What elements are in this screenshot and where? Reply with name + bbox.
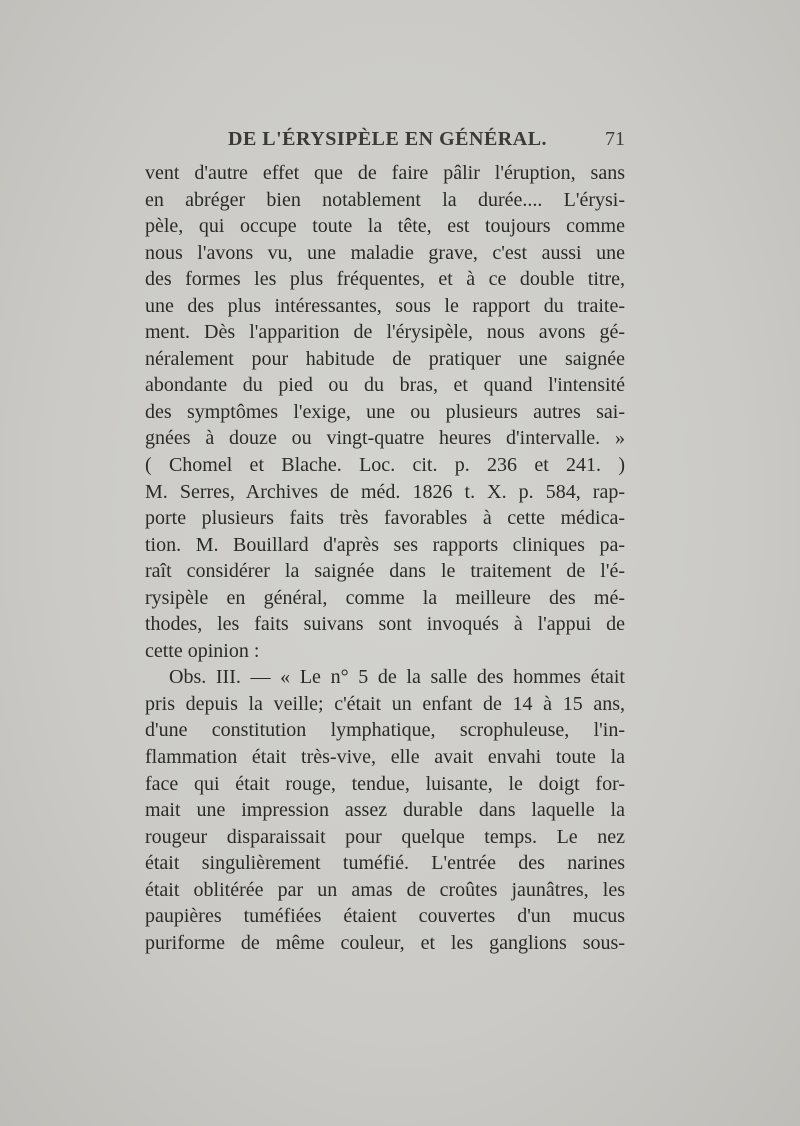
text-line: une des plus intéressantes, sous le rapport du traite- xyxy=(145,294,625,317)
text-line: ment. Dès l'apparition de l'érysipèle, nous avons gé- xyxy=(145,321,625,344)
text-line: en abréger bien notablement la durée.... L'érysi- xyxy=(145,188,625,211)
text-line: des symptômes l'exige, une ou plusieurs autres sai- xyxy=(145,400,625,423)
text-line: puriforme de même couleur, et les ganglions sous- xyxy=(145,931,625,954)
text-line: était singulièrement tuméfié. L'entrée des narines xyxy=(145,852,625,875)
text-line: était oblitérée par un amas de croûtes jaunâtres, les xyxy=(145,878,625,901)
running-title: DE L'ÉRYSIPÈLE EN GÉNÉRAL. xyxy=(228,128,548,150)
text-line: thodes, les faits suivans sont invoqués à l'appui de xyxy=(145,613,625,636)
text-line: paupières tuméfiées étaient couvertes d'un mucus xyxy=(145,905,625,928)
text-line: des formes les plus fréquentes, et à ce double titre, xyxy=(145,268,625,291)
text-line: flammation était très-vive, elle avait envahi toute la xyxy=(145,746,625,769)
text-line: tion. M. Bouillard d'après ses rapports cliniques pa- xyxy=(145,533,625,556)
body-text xyxy=(145,160,625,956)
text-line: pris depuis la veille; c'était un enfant de 14 à 15 ans, xyxy=(145,692,625,715)
text-line: nous l'avons vu, une maladie grave, c'est aussi une xyxy=(145,241,625,264)
text-line: vent d'autre effet que de faire pâlir l'éruption, sans xyxy=(145,162,625,184)
text-line: abondante du pied ou du bras, et quand l'intensité xyxy=(145,374,625,397)
text-line: rougeur disparaissait pour quelque temps. Le nez xyxy=(145,825,625,848)
page-number: 71 xyxy=(605,128,625,150)
text-line: pèle, qui occupe toute la tête, est toujours comme xyxy=(145,215,625,238)
text-line: face qui était rouge, tendue, luisante, le doigt for- xyxy=(145,772,625,795)
text-line: raît considérer la saignée dans le traitement de l'é- xyxy=(145,560,625,583)
page-header xyxy=(145,128,625,158)
text-line: Obs. III. — « Le n° 5 de la salle des hommes était xyxy=(169,666,625,689)
text-line: ( Chomel et Blache. Loc. cit. p. 236 et 241. ) xyxy=(145,454,625,477)
text-line: porte plusieurs faits très favorables à cette médica- xyxy=(145,507,625,530)
text-line: d'une constitution lymphatique, scrophuleuse, l'in- xyxy=(145,719,625,742)
text-line: mait une impression assez durable dans laquelle la xyxy=(145,799,625,822)
text-line: M. Serres, Archives de méd. 1826 t. X. p. 584, rap- xyxy=(145,480,625,503)
text-line: rysipèle en général, comme la meilleure des mé- xyxy=(145,586,625,609)
text-line: néralement pour habitude de pratiquer une saignée xyxy=(145,347,625,370)
text-line: gnées à douze ou vingt-quatre heures d'intervalle. » xyxy=(145,427,625,450)
text-line: cette opinion : xyxy=(145,639,260,662)
